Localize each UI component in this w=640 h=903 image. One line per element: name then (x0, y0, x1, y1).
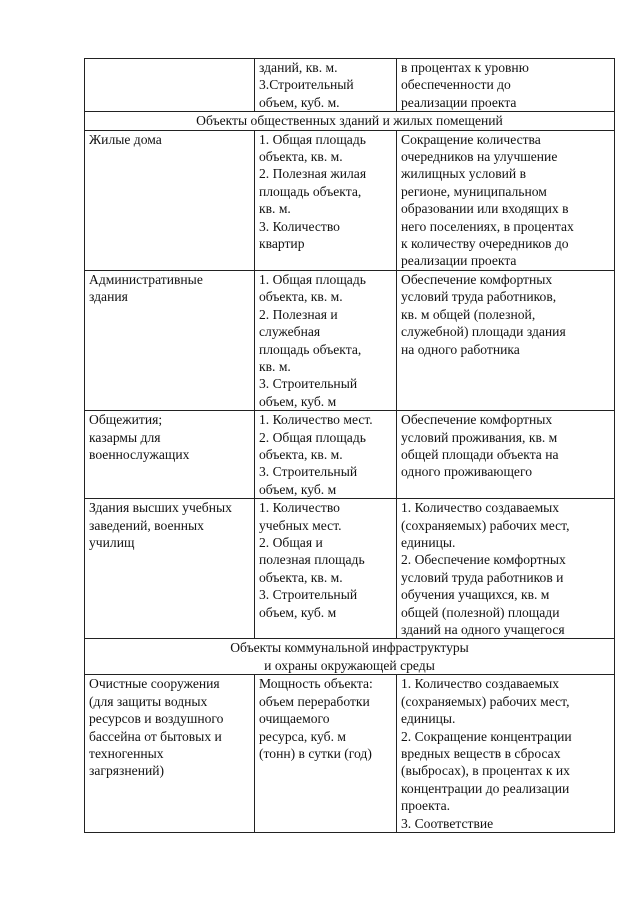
params-cell: Мощность объекта: объем переработки очищаемого ресурса, куб. м (тонн) в сутки (год) (255, 675, 397, 833)
section-header-row (85, 639, 615, 675)
object-cell: Здания высших учебных заведений, военных училищ (85, 499, 255, 639)
table-row (85, 499, 615, 639)
table-row (85, 675, 615, 833)
object-cell: Очистные сооружения (для защиты водных ресурсов и воздушного бассейна от бытовых и техногенных загрязнений) (85, 675, 255, 833)
indicators-cell: 1. Количество создаваемых (сохраняемых) рабочих мест, единицы. 2. Сокращение концентрации вредных веществ в сбросах (выбросах), в процентах к их концентрации до реализации проекта. 3. Соответствие (397, 675, 615, 833)
table-row (85, 270, 615, 410)
params-cell: 1. Количество мест. 2. Общая площадь объекта, кв. м. 3. Строительный объем, куб. м (255, 411, 397, 499)
object-cell: Жилые дома (85, 130, 255, 270)
params-cell: 1. Количество учебных мест. 2. Общая и полезная площадь объекта, кв. м. 3. Строительный объем, куб. м (255, 499, 397, 639)
table-row (85, 130, 615, 270)
section-header-row (85, 112, 615, 130)
indicators-cell: в процентах к уровню обеспеченности до реализации проекта (397, 59, 615, 112)
section-title: Объекты общественных зданий и жилых помещений (85, 112, 615, 130)
object-cell: Общежития; казармы для военнослужащих (85, 411, 255, 499)
indicators-cell: Обеспечение комфортных условий проживания, кв. м общей площади объекта на одного проживающего (397, 411, 615, 499)
table-row (85, 59, 615, 112)
object-cell (85, 59, 255, 112)
params-cell: зданий, кв. м. 3.Строительный объем, куб. м. (255, 59, 397, 112)
section-title: Объекты коммунальной инфраструктуры и охраны окружающей среды (85, 639, 615, 675)
object-cell: Административные здания (85, 270, 255, 410)
indicators-cell: Сокращение количества очередников на улучшение жилищных условий в регионе, муниципальном образовании или входящих в него поселениях, в процентах к количеству очередников до реализации проекта (397, 130, 615, 270)
objects-table (84, 58, 615, 833)
table-row (85, 411, 615, 499)
indicators-cell: 1. Количество создаваемых (сохраняемых) рабочих мест, единицы. 2. Обеспечение комфортных условий труда работников и обучения учащихся, кв. м общей (полезной) площади зданий на одного учащегося (397, 499, 615, 639)
indicators-cell: Обеспечение комфортных условий труда работников, кв. м общей (полезной, служебной) площади здания на одного работника (397, 270, 615, 410)
params-cell: 1. Общая площадь объекта, кв. м. 2. Полезная жилая площадь объекта, кв. м. 3. Количество квартир (255, 130, 397, 270)
params-cell: 1. Общая площадь объекта, кв. м. 2. Полезная и служебная площадь объекта, кв. м. 3. Строительный объем, куб. м (255, 270, 397, 410)
